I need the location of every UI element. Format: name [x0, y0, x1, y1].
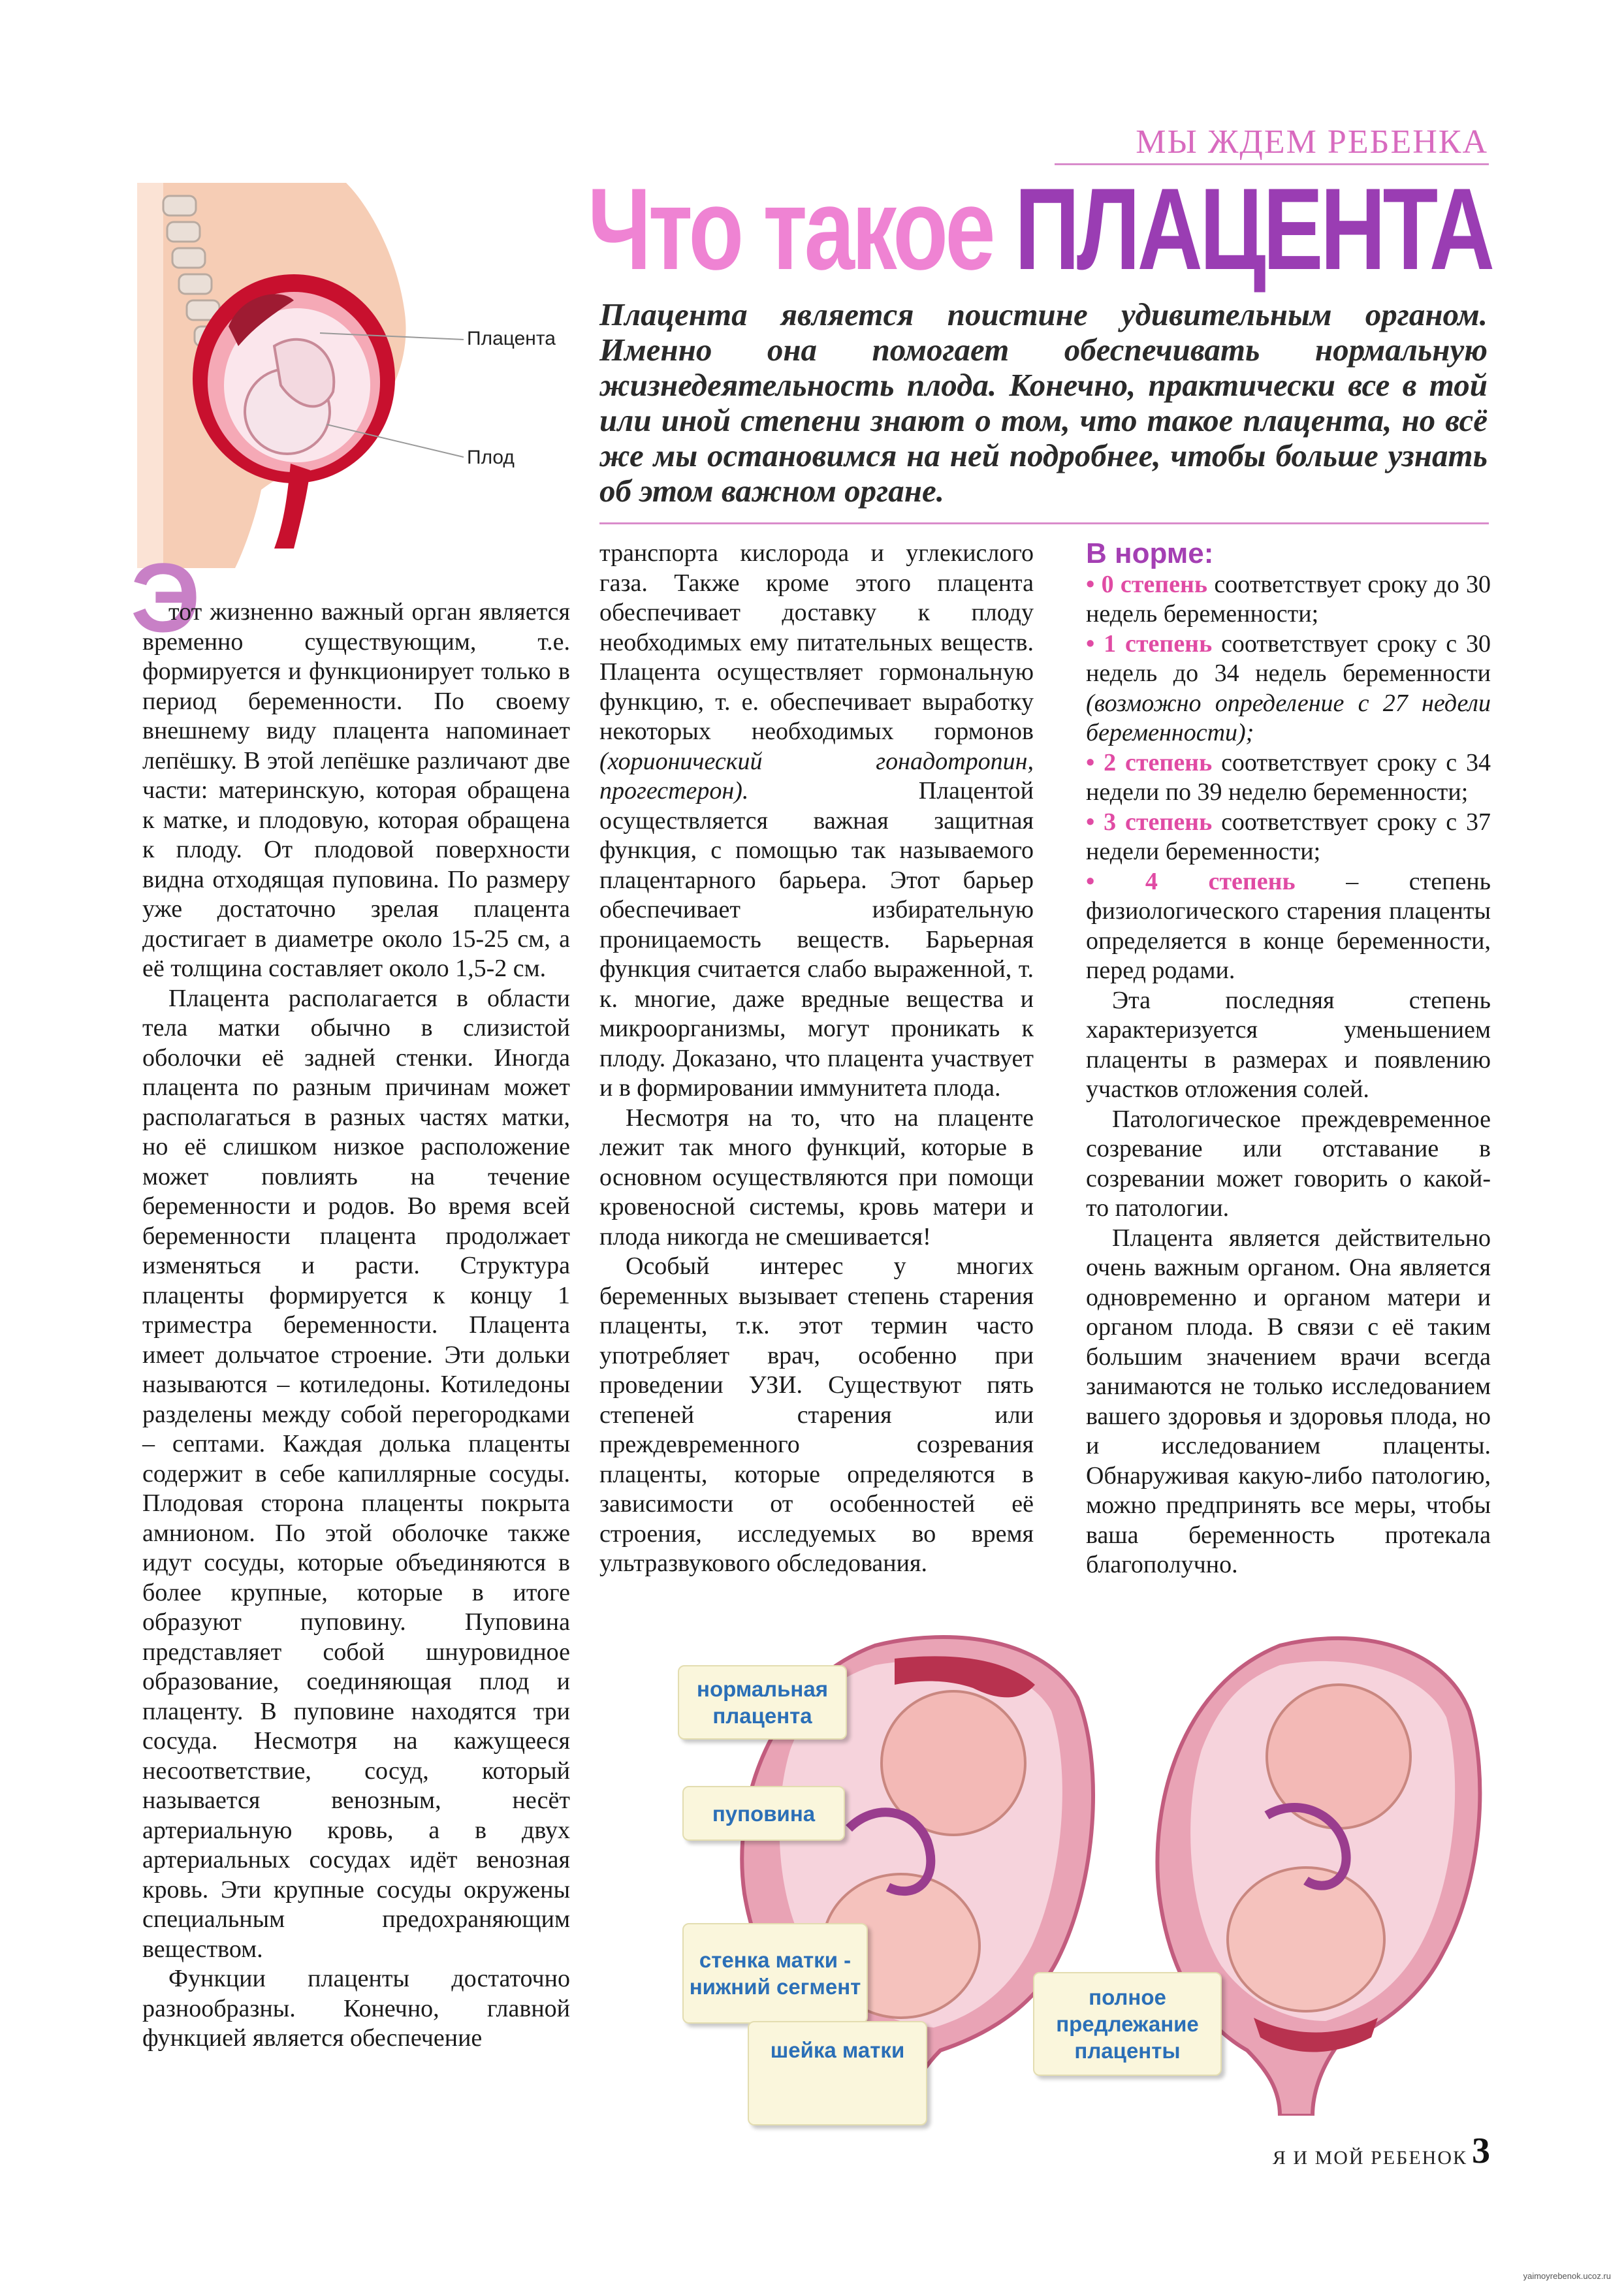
col3-pathology: Патологическое преждевременное созревание или отставание в созревании может говорить о какой-то патологии. — [1086, 1105, 1491, 1222]
grade-3-label: • 3 степень — [1086, 808, 1213, 836]
col2-p1-part-b: Плацентой осуществляется важная защитная функция, с помощью так называемого плацентарного барьера. Этот барьер обеспечивает избирательную проницаемость веществ. Барьерная функция считается слабо выраженной, т. к. многие, даже вредные вещества и микроорганизмы, могут проникать к плоду. Доказано, что плацента участвует и в формировании иммунитета плода. — [599, 777, 1034, 1102]
source-url: yaimoyrebenok.ucoz.ru — [1523, 2271, 1611, 2281]
grade-0-text: соответствует сроку до 30 недель беременности; — [1086, 570, 1491, 628]
grade-1 — [1086, 629, 1491, 748]
pregnancy-illustration — [124, 183, 568, 568]
col1-paragraph-1: тот жизненно важный орган является временно существующим, т.е. формируется и функционирует только в период беременности. По своему внешнему виду плацента напоминает лепёшку. В этой лепёшке различают две части: материнскую, которая обращена к матке, и плодовую, которая обращена к плоду. От плодовой поверхности видна отходящая пуповина. По размеру уже достаточно зрелая плацента достигает в диаметре около 15-25 см, а её толщина составляет около 1,5-2 см. — [142, 598, 570, 982]
grade-4-label: • 4 степень — [1086, 867, 1296, 895]
callout-placenta-previa: полное предлежание плаценты — [1033, 1972, 1222, 2076]
grade-0-label: • 0 степень — [1086, 570, 1208, 598]
page-number: 3 — [1472, 2131, 1490, 2171]
column-1 — [142, 597, 570, 2054]
lead-paragraph: Плацента является поистине удивительным органом. Именно она помогает обеспечивать нормальную жизнедеятельность плода. Конечно, практически все в той или иной степени знают о том, что такое плацента, но всё же мы остановимся на ней подробнее, чтобы больше узнать об этом важном органе. — [599, 296, 1488, 509]
callout-umbilical-cord: пуповина — [682, 1786, 845, 1841]
title-light: Что такое — [588, 164, 993, 294]
grade-1-label: • 1 степень — [1086, 629, 1213, 658]
col2-p1-part-a: транспорта кислорода и углекислого газа. Также кроме этого плацента обеспечивает доставку к плоду необходимых ему питательных веществ. Плацента осуществляет гормональную функцию, т. е. обеспечивает выработку некоторых необходимых гормонов — [599, 539, 1034, 745]
title-bold: ПЛАЦЕНТА — [1014, 164, 1492, 294]
grade-3 — [1086, 808, 1491, 867]
drop-cap: Э — [131, 543, 200, 652]
grade-4-text: – степень физиологического старения плаценты определяется в конце беременности, перед родами. — [1086, 867, 1491, 984]
col1-paragraph-2: Плацента располагается в области тела матки обычно в слизистой оболочки её задней стенки. Иногда плацента по разным причинам может располагаться в разных частях матки, но её слишком низкое расположение может повлиять на течение беременности и родов. Во время всей беременности плацента продолжает изменяться и расти. Структура плаценты формируется к концу 1 триместра беременности. Плацента имеет дольчатое строение. Эти дольки называются – котиледоны. Котиледоны разделены между собой перегородками – септами. Каждая долька плаценты содержит в себе капиллярные сосуды. Плодовая сторона плаценты покрыта амнионом. По этой оболочке также идут сосуды, которые объединяются в более крупные, которые в итоге образуют пуповину. Пуповина представляет собой шнуровидное образование, соединяющая плод и плаценту. В пуповине находятся три сосуда. Несмотря на кажущееся несоответствие, сосуд, который называется венозным, несёт артериальную кровь, а в двух артериальных сосудах идёт венозная кровь. Эти крупные сосуды окружены специальным предохраняющим веществом. — [142, 984, 570, 1963]
callout-uterine-wall: стенка матки - нижний сегмент — [682, 1923, 868, 2024]
col2-paragraph-2: Несмотря на то, что на плаценте лежит так много функций, которые в основном осуществляются при помощи кровеносной системы, кровь матери и плода никогда не смешивается! — [599, 1104, 1034, 1250]
grade-2 — [1086, 748, 1491, 808]
grade-1-italic: (возможно определение с 27 недели беременности); — [1086, 689, 1491, 746]
column-3 — [1086, 539, 1491, 1580]
grade-4 — [1086, 867, 1491, 986]
label-placenta: Плацента — [467, 328, 556, 349]
section-label: МЫ ЖДЕМ РЕБЕНКА — [1136, 123, 1488, 161]
grade-1-text: соответствует сроку с 30 недель до 34 недель беременности — [1086, 629, 1491, 687]
col3-last-degree: Эта последняя степень характеризуется уменьшением плаценты в размерах и появлению участков отложения солей. — [1086, 986, 1491, 1103]
callout-normal-placenta: нормальная плацента — [678, 1665, 847, 1740]
page-title — [588, 164, 1492, 294]
col2-paragraph-1 — [599, 539, 1034, 1104]
grade-2-text: соответствует сроку с 34 недели по 39 неделю беременности; — [1086, 748, 1491, 806]
grade-3-text: соответствует сроку с 37 недели беременности; — [1086, 808, 1491, 865]
label-fetus: Плод — [467, 447, 515, 468]
col1-paragraph-3: Функции плаценты достаточно разнообразны. Конечно, главной функцией является обеспечение — [142, 1965, 570, 2052]
callout-cervix: шейка матки — [748, 2021, 927, 2125]
norm-heading: В норме: — [1086, 537, 1214, 569]
grade-2-label: • 2 степень — [1086, 748, 1213, 776]
col2-paragraph-3: Особый интерес у многих беременных вызывает степень старения плаценты, т.к. этот термин часто употребляет врач, особенно при проведении УЗИ. Существуют пять степеней старения или преждевременного созревания плаценты, которые определяются в зависимости от особенностей её строения, исследуемых во время ультразвукового обследования. — [599, 1252, 1034, 1577]
lead-divider — [599, 522, 1489, 524]
magazine-title: Я И МОЙ РЕБЕНОК — [1272, 2147, 1467, 2169]
column-2 — [599, 539, 1034, 1579]
grade-0 — [1086, 570, 1491, 629]
col3-conclusion: Плацента является действительно очень важным органом. Она является одновременно и органом матери и органом плода. В связи с её таким большим значением врачи всегда занимаются не только исследованием вашего здоровья и здоровья плода, но и исследованием плаценты. Обнаруживая какую-либо патологию, можно предпринять все меры, чтобы ваша беременность протекала благополучно. — [1086, 1224, 1491, 1578]
col2-hormones-italic: (хорионический гонадотропин, прогестерон). — [599, 747, 1034, 804]
